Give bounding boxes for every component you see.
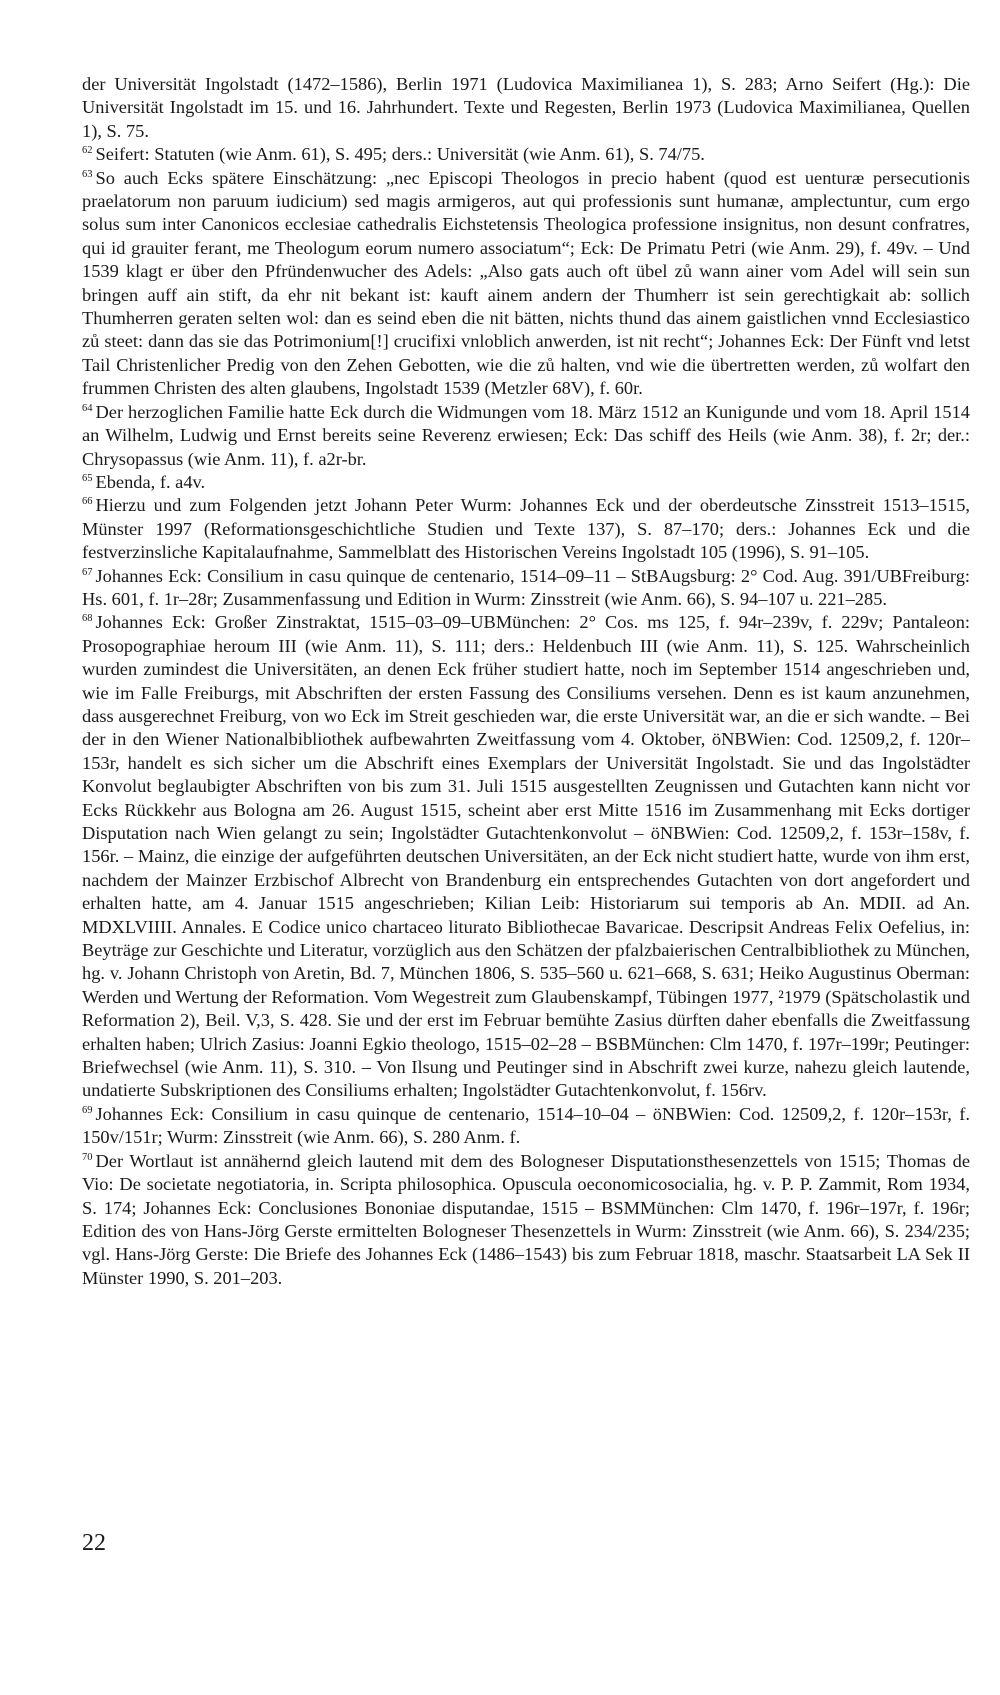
page-number: 22 <box>82 1530 106 1556</box>
footnote-text: So auch Ecks spätere Einschätzung: „nec Episcopi Theologos in precio habent (quod est uenturæ persecutionis praelatorum non paruum iudicium) sed magis armigeros, aut qui professionis sunt humanæ, amplectuntur, cum ergo solus sum inter Canonicos ecclesiae cathedralis Eichstetensis Theologica professione insignitus, non desunt confratres, qui id grauiter ferant, me Theologum eorum numero associatum“; Eck: De Primatu Petri (wie Anm. 29), f. 49v. – Und 1539 klagt er über den Pfründenwucher des Adels: „Also gats auch oft übel zů wann ainer vom Adel will sein sun bringen auff ain stift, da ehr nit bekant ist: kauft ainem andern der Thumherr ist sein gerechtigkait ab: sollich Thumherren geraten selten wol: dan es seind eben die nit bätten, nichts thund das ainem gaistlichen vnnd Ecclesiastico zů steet: dann das sie das Potrimonium[!] crucifixi vnloblich anwerden, ist nit recht“; Johannes Eck: Der Fünft vnd letst Tail Christenlicher Predig von den Zehen Gebotten, wie die zů halten, vnd wie die übertretten werden, zů wolfart den frummen Christen des alten glaubens, Ingolstadt 1539 (Metzler 68V), f. 60r. <box>82 167 970 399</box>
footnote-text: Johannes Eck: Consilium in casu quinque de centenario, 1514–09–11 – StBAugsburg: 2° Cod. Aug. 391/UBFreiburg: Hs. 601, f. 1r–28r; Zusammenfassung und Edition in Wurm: Zinsstreit (wie Anm. 66), S. 94–107 u. 221–285. <box>82 565 970 609</box>
footnote-text: Seifert: Statuten (wie Anm. 61), S. 495; ders.: Universität (wie Anm. 61), S. 74/75. <box>95 144 705 165</box>
footnote-number: 69 <box>82 1104 93 1116</box>
footnotes-block <box>82 73 970 1290</box>
footnote-number: 66 <box>82 496 93 508</box>
footnote-text: Hierzu und zum Folgenden jetzt Johann Peter Wurm: Johannes Eck und der oberdeutsche Zinsstreit 1513–1515, Münster 1997 (Reformationsgeschichtliche Studien und Texte 137), S. 87–170; ders.: Johannes Eck und die festverzinsliche Kapitalaufnahme, Sammelblatt des Historischen Vereins Ingolstadt 105 (1996), S. 91–105. <box>82 495 970 563</box>
footnote-number: 67 <box>82 566 93 578</box>
footnote-continued <box>82 73 970 143</box>
footnote-68 <box>82 611 970 1103</box>
footnote-69 <box>82 1103 970 1150</box>
footnote-65 <box>82 471 970 494</box>
footnote-text: Johannes Eck: Großer Zinstraktat, 1515–03–09–UBMünchen: 2° Cos. ms 125, f. 94r–239v, f. 229v; Pantaleon: Prosopographiae heroum III (wie Anm. 11), S. 111; ders.: Heldenbuch III (wie Anm. 11), S. 125. Wahrscheinlich wurden zumindest die Universitäten, an denen Eck früher studiert hatte, noch im September 1514 angeschrieben und, wie im Falle Freiburgs, mit Abschriften der ersten Fassung des Consiliums versehen. Denn es ist kaum anzunehmen, dass ausgerechnet Freiburg, von wo Eck im Streit geschieden war, die erste Universität war, an die er sich wandte. – Bei der in den Wiener Nationalbibliothek aufbewahrten Zweitfassung vom 4. Oktober, öNBWien: Cod. 12509,2, f. 120r–153r, handelt es sich sicher um die Abschrift eines Exemplars der Universität Ingolstadt. Sie und das Ingolstädter Konvolut beglaubigter Abschriften von bis zum 31. Juli 1515 ausgestellten Zeugnissen und Gutachten kann nicht vor Ecks Rückkehr aus Bologna am 26. August 1515, scheint aber erst Mitte 1516 im Zusammenhang mit Ecks dortiger Disputation nach Wien gelangt zu sein; Ingolstädter Gutachtenkonvolut – öNBWien: Cod. 12509,2, f. 153r–158v, f. 156r. – Mainz, die einzige der aufgeführten deutschen Universitäten, an der Eck nicht studiert hatte, wurde von ihm erst, nachdem der Mainzer Erzbischof Albrecht von Brandenburg ein entsprechendes Gutachten von dort angefordert und erhalten hatte, am 4. Januar 1515 angeschrieben; Kilian Leib: Historiarum sui temporis ab An. MDII. ad An. MDXLVIIII. Annales. E Codice unico chartaceo liturato Bibliothecae Bavaricae. Descripsit Andreas Felix Oefelius, in: Beyträge zur Geschichte und Literatur, vorzüglich aus den Schätzen der pfalzbaierischen Centralbibliothek zu München, hg. v. Johann Christoph von Aretin, Bd. 7, München 1806, S. 535–560 u. 621–668, S. 631; Heiko Augustinus Oberman: Werden und Wertung der Reformation. Vom Wegestreit zum Glaubenskampf, Tübingen 1977, ²1979 (Spätscholastik und Reformation 2), Beil. V,3, S. 428. Sie und der erst im Februar bemühte Zasius dürften daher ebenfalls die Zweitfassung erhalten haben; Ulrich Zasius: Joanni Egkio theologo, 1515–02–28 – BSBMünchen: Clm 1470, f. 197r–199r; Peutinger: Briefwechsel (wie Anm. 11), S. 310. – Von Ilsung und Peutinger sind in Abschrift zwei kurze, nahezu gleich lautende, undatierte Subskriptionen des Consiliums erhalten; Ingolstädter Gutachtenkonvolut, f. 156rv. <box>82 612 970 1101</box>
footnote-70 <box>82 1150 970 1290</box>
footnote-63 <box>82 167 970 401</box>
footnote-text: Ebenda, f. a4v. <box>95 471 206 492</box>
footnote-number: 65 <box>82 472 93 484</box>
footnote-number: 63 <box>82 168 93 180</box>
footnote-number: 70 <box>82 1151 93 1163</box>
footnote-text: Der Wortlaut ist annähernd gleich lautend mit dem des Bologneser Disputationsthesenzettels von 1515; Thomas de Vio: De societate negotiatoria, in. Scripta philosophica. Opuscula oeconomicosocialia, hg. v. P. P. Zammit, Rom 1934, S. 174; Johannes Eck: Conclusiones Bononiae disputandae, 1515 – BSMMünchen: Clm 1470, f. 196r–197r, f. 196r; Edition des von Hans-Jörg Gerste ermittelten Bologneser Thesenzettels in Wurm: Zinsstreit (wie Anm. 66), S. 234/235; vgl. Hans-Jörg Gerste: Die Briefe des Johannes Eck (1486–1543) bis zum Februar 1818, maschr. Staatsarbeit LA Sek II Münster 1990, S. 201–203. <box>82 1150 970 1288</box>
footnote-text: Johannes Eck: Consilium in casu quinque de centenario, 1514–10–04 – öNBWien: Cod. 12509,2, f. 120r–153r, f. 150v/151r; Wurm: Zinsstreit (wie Anm. 66), S. 280 Anm. f. <box>82 1103 970 1148</box>
footnote-text: der Universität Ingolstadt (1472–1586), Berlin 1971 (Ludovica Maximilianea 1), S. 283; Arno Seifert (Hg.): Die Universität Ingolstadt im 15. und 16. Jahrhundert. Texte und Regesten, Berlin 1973 (Ludovica Maximilianea, Quellen 1), S. 75. <box>82 74 970 141</box>
footnote-number: 68 <box>82 613 93 625</box>
footnote-67 <box>82 565 970 612</box>
footnote-number: 62 <box>82 145 93 157</box>
footnote-text: Der herzoglichen Familie hatte Eck durch die Widmungen vom 18. März 1512 an Kunigunde und vom 18. April 1514 an Wilhelm, Ludwig und Ernst bereits seine Reverenz erwiesen; Eck: Das schiff des Heils (wie Anm. 38), f. 2r; der.: Chrysopassus (wie Anm. 11), f. a2r-br. <box>82 401 970 469</box>
footnote-66 <box>82 494 970 564</box>
footnote-62 <box>82 143 970 166</box>
footnote-number: 64 <box>82 402 93 414</box>
footnote-64 <box>82 401 970 471</box>
